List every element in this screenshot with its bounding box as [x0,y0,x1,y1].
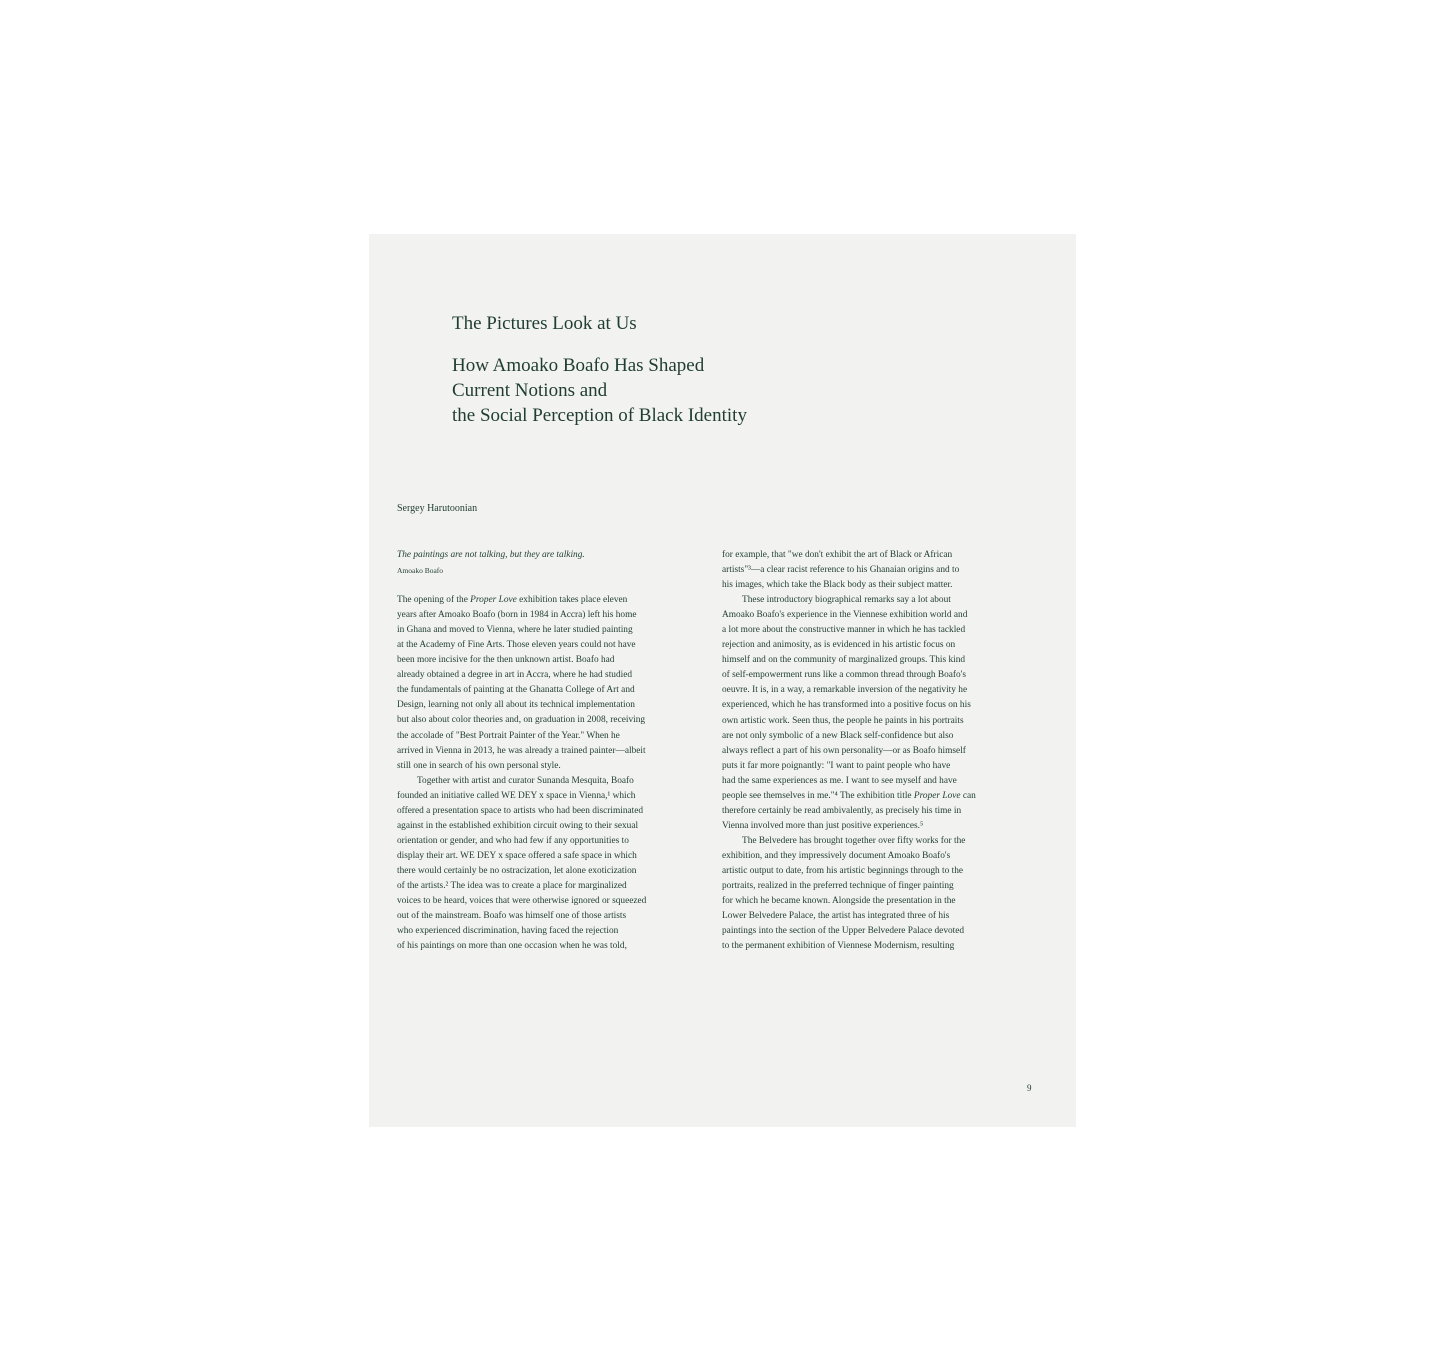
text-line: voices to be heard, voices that were otherwise ignored or squeezed [397,896,647,907]
text-line: people see themselves in me."⁴ The exhibition title Proper Love can [722,790,976,801]
text-line: at the Academy of Fine Arts. Those eleven years could not have [397,640,636,651]
exhibition-title: Proper Love [913,790,961,801]
text-line: founded an initiative called WE DEY x space in Vienna,¹ which [397,790,636,801]
text-line: of self-empowerment runs like a common thread through Boafo's [722,670,967,681]
text-line: The opening of the Proper Love exhibition takes place eleven [397,595,628,606]
text-line: of his paintings on more than one occasion when he was told, [397,941,627,952]
text-line: The Belvedere has brought together over fifty works for the [742,835,966,846]
text-line: oeuvre. It is, in a way, a remarkable inversion of the negativity he [722,685,968,696]
left-column [397,548,709,954]
epigraph-quote: The paintings are not talking, but they are talking. [397,550,585,560]
text-line: himself and on the community of marginalized groups. This kind [722,655,966,666]
text-line: but also about color theories and, on graduation in 2008, receiving [397,715,646,726]
text-line: years after Amoako Boafo (born in 1984 in Accra) left his home [397,610,637,621]
text-line: paintings into the section of the Upper Belvedere Palace devoted [722,926,965,937]
text-line: rejection and animosity, as is evidenced in his artistic focus on [722,640,956,651]
left-body-text [397,593,709,954]
text-line: against in the established exhibition circuit owing to their sexual [397,820,639,831]
text-line: experienced, which he has transformed into a positive focus on his [722,700,971,711]
text-line: orientation or gender, and who had few if any opportunities to [397,835,629,846]
text-line: portraits, realized in the preferred technique of finger painting [722,881,954,892]
text-line: there would certainly be no ostracization, let alone exoticization [397,865,637,876]
text-line: to the permanent exhibition of Viennese Modernism, resulting [722,941,955,952]
right-column [722,548,1034,954]
page-number: 9 [1027,1083,1032,1093]
text-line: for example, that "we don't exhibit the art of Black or African [722,550,953,560]
text-line: still one in search of his own personal style. [397,760,561,771]
text-line: are not only symbolic of a new Black self-confidence but also [722,730,954,741]
exhibition-title: Proper Love [470,595,517,606]
text-line: of the artists.² The idea was to create a place for marginalized [397,880,627,891]
text-line: Vienna involved more than just positive experiences.⁵ [722,820,924,831]
text-line: own artistic work. Seen thus, the people he paints in his portraits [722,715,964,726]
author-name: Sergey Harutoonian [397,503,478,514]
text-line: puts it far more poignantly: "I want to paint people who have [722,760,951,771]
text-line: been more incisive for the then unknown artist. Boafo had [397,655,615,666]
text-line: a lot more about the constructive manner in which he has tackled [722,625,966,636]
text-line: Design, learning not only all about its technical implementation [397,700,635,711]
text-line: who experienced discrimination, having faced the rejection [397,926,619,937]
subtitle-line: How Amoako Boafo Has Shaped [452,355,705,376]
text-line: in Ghana and moved to Vienna, where he later studied painting [397,625,633,636]
text-line: already obtained a degree in art in Accra, where he had studied [397,670,633,681]
text-line: artistic output to date, from his artistic beginnings through to the [722,865,964,876]
text-line: exhibition, and they impressively document Amoako Boafo's [722,850,951,861]
text-line: for which he became known. Alongside the presentation in the [722,896,956,907]
text-line: artists"³—a clear racist reference to his Ghanaian origins and to [722,565,960,576]
text-line: Together with artist and curator Sunanda Mesquita, Boafo [417,775,634,786]
text-line: the fundamentals of painting at the Ghanatta College of Art and [397,685,635,696]
article-subtitle [452,353,747,428]
article-title: The Pictures Look at Us [452,313,637,334]
paragraph-gap [397,578,709,593]
subtitle-line: Current Notions and [452,380,608,401]
text-line: always reflect a part of his own personality—or as Boafo himself [722,745,966,756]
text-line: out of the mainstream. Boafo was himself one of those artists [397,911,627,922]
text-line: had the same experiences as me. I want to see myself and have [722,775,957,786]
text-line: arrived in Vienna in 2013, he was already a trained painter—albeit [397,745,646,756]
text-line: Amoako Boafo's experience in the Viennese exhibition world and [722,610,968,621]
right-body-text [722,548,1034,954]
book-page [369,234,1076,1127]
text-line: display their art. WE DEY x space offered a safe space in which [397,850,637,861]
subtitle-line: the Social Perception of Black Identity [452,405,747,426]
epigraph-attribution: Amoako Boafo [397,566,444,576]
text-line: the accolade of "Best Portrait Painter of the Year." When he [397,730,620,741]
text-line: therefore certainly be read ambivalently, as precisely his time in [722,805,962,816]
text-line: These introductory biographical remarks say a lot about [742,595,951,606]
text-line: offered a presentation space to artists who had been discriminated [397,805,644,816]
text-line: Lower Belvedere Palace, the artist has integrated three of his [722,911,950,922]
text-line: his images, which take the Black body as their subject matter. [722,580,953,591]
